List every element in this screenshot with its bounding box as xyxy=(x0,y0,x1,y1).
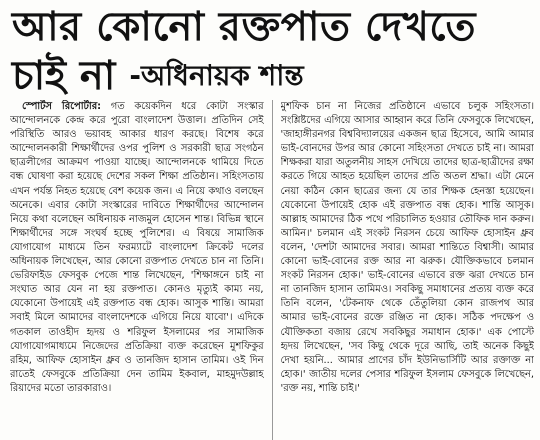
column-divider xyxy=(272,100,273,440)
headline-line-2-main: চাই না xyxy=(12,53,116,99)
headline-line-2 xyxy=(12,52,528,100)
column-1-text: গত কয়েকদিন ধরে কোটা সংস্কার আন্দোলনকে কেন্দ্র করে পুরো বাংলাদেশ উত্তাল। প্রতিদিন সেই পরিস্থিতি আরও ভয়াবহ আকার ধারণ করছে। বিশেষ করে আন্দোলনকারী শিক্ষার্থীদের ওপর পুলিশ ও সরকারী ছাত্র সংগঠন ছাত্রলীগের আক্রমণ পাওয়া যাচ্ছে। আন্দোলনকে থামিয়ে দিতে বন্ধ ঘোষণা করা হয়েছে দেশের সকল শিক্ষা প্রতিষ্ঠান। সহিংসতায় এখন পর্যন্ত নিহত হয়েছে বেশ কয়েক জন। এ নিয়ে কথাও বলছেন অনেকে। এবার কোটা সংস্কারের দাবিতে শিক্ষার্থীদের আন্দোলন নিয়ে কথা বলেছেন অধিনায়ক নাজমুল হোসেন শান্ত। বিভিন্ন স্থানে শিক্ষার্থীদের সঙ্গে সংঘর্ষ হচ্ছে পুলিশের। এ বিষয়ে সামাজিক যোগাযোগ মাধ্যমে তিন ফরম্যাটে বাংলাদেশ ক্রিকেট দলের অধিনায়ক লিখেছেন, আর কোনো রক্তপাত দেখতে চান না তিনি। ভেরিফাইড ফেসবুক পেজে শান্ত লিখেছেন, 'শিক্ষাঙ্গনে চাই না সংঘাত আর যেন না হয় রক্তপাত। কোনও মৃত্যুই কাম্য নয়, যেকোনো উপায়েই এই রক্তপাত বন্ধ হোক। আসুক শান্তি। আমরা সবাই মিলে আমাদের বাংলাদেশকে এগিয়ে নিয়ে যাবো'। এদিকে গতকাল তাওহীদ হৃদয় ও শরিফুল ইসলামের পর সামাজিক যোগাযোগমাধ্যমে নিজেদের প্রতিক্রিয়া ব্যক্ত করেছেন মুশফিকুর রহিম, আফিফ হোসাইন ধ্রুব ও তানজিদ হাসান তামিম। ওই দিন রাতেই ফেসবুকে প্রতিক্রিয়া দেন তামিম ইকবাল, মাহমুদউল্লাহ রিয়াদের মতো তারকারাও। xyxy=(10,101,264,394)
column-2-text: মুশফিক চান না নিজের প্রতিষ্ঠানে এভাবে চলুক সহিংসতা। সংশ্লিষ্টদের এগিয়ে আসার আহ্বান করে তিনি ফেসবুকে লিখেছেন, 'জাহাঙ্গীরনগর বিশ্ববিদ্যালয়ের একজন ছাত্র হিসেবে, আমি আমার ভাই-বোনদের উপর আর কোনো সহিংসতা দেখতে চাই না। আমরা শিক্ষকরা যারা অতুলনীয় সাহস দেখিয়ে তাদের ছাত্র-ছাত্রীদের রক্ষা করতে গিয়ে আহত হয়েছিল তাদের প্রতি অতল শ্রদ্ধা। এটা মেনে নেয়া কঠিন কোন ছাত্রের জন্য যে তার শিক্ষক হেনস্তা হয়েছেন। যেকোনো উপায়েই হোক এই রক্তপাত বন্ধ হোক। শান্তি আসুক। আল্লাহ আমাদের ঠিক পথে পরিচালিত হওয়ার তৌফিক দান করুন। আমিন।' চলমান এই সংকট নিরসন চেয়ে আফিফ হোসাইন ধ্রুব বলেন, 'দেশটা আমাদের সবার। আমরা শান্তিতে বিশ্বাসী। আমার কোনো ভাই-বোনের রক্ত আর না ঝরুক। যৌক্তিকভাবে চলমান সংকট নিরসন হোক।' ভাই-বোনের এভাবে রক্ত ঝরা দেখতে চান না তানজিদ হাসান তামিমও। সবকিছু সমাধানের প্রত্যয় ব্যক্ত করে তিনি বলেন, 'টেকনাফ থেকে তেঁতুলিয়া কোন রাজপথ আর আমার ভাই-বোনের রক্তে রঞ্জিত না হোক। সঠিক পদক্ষেপ ও যৌক্তিকতা বজায় রেখে সবকিছুর সমাধান হোক।' এক পোস্টে হৃদয় লিখেছেন, 'সব কিছু থেকে দূরে আছি, তাই অনেক কিছুই দেখা হয়নি... আমার প্রাণের চাঁদ ইউনিভার্সিটি আর রক্তাক্ত না হোক।' জাতীয় দলের পেসার শরিফুল ইসলাম ফেসবুকে লিখেছেন, 'রক্ত নয়, শান্তি চাই।' xyxy=(280,101,534,394)
article-column-2 xyxy=(281,100,535,440)
reporter-label: স্পোর্টস রিপোর্টার: xyxy=(22,101,102,112)
article-paragraph-1 xyxy=(10,100,264,396)
headline xyxy=(12,2,528,100)
headline-byline: -অধিনায়ক শান্ত xyxy=(129,59,304,92)
article-body xyxy=(10,100,534,440)
article-column-1 xyxy=(10,100,264,440)
headline-line-1: আর কোনো রক্তপাত দেখতে xyxy=(12,4,477,50)
